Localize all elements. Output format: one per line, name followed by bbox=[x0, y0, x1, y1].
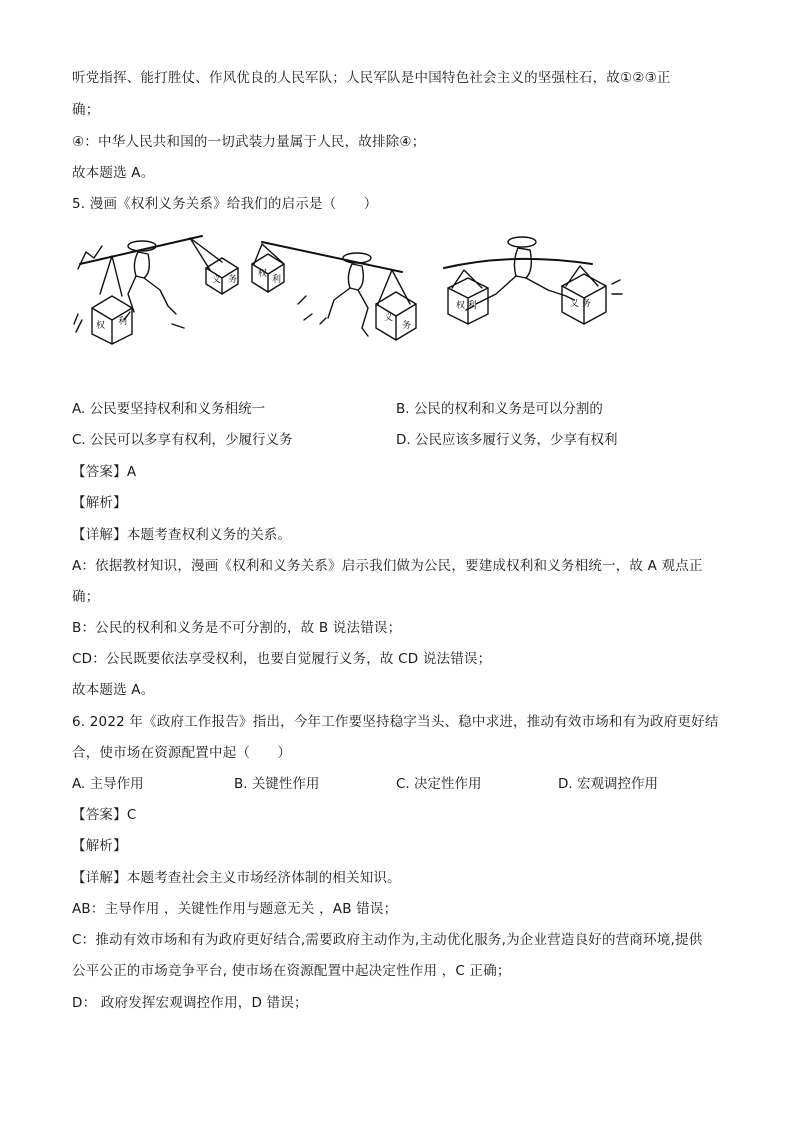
text-line: D： 政府发挥宏观调控作用，D 错误； bbox=[72, 995, 308, 1011]
q6-option-b: B. 关键性作用 bbox=[234, 776, 320, 792]
box-label-duty-3: 义 bbox=[384, 313, 394, 323]
text-line: 故本题选 A。 bbox=[72, 165, 155, 181]
q5-option-c: C. 公民可以多享有权利，少履行义务 bbox=[72, 432, 293, 448]
answer-value: A bbox=[126, 464, 137, 480]
box-label-duty-2: 务 bbox=[228, 275, 238, 285]
q6-answer bbox=[72, 805, 136, 825]
box-label-rights-2: 利 bbox=[118, 317, 128, 327]
q6-option-a: A. 主导作用 bbox=[72, 776, 144, 792]
text-line: ④：中华人民共和国的一切武装力量属于人民，故排除④； bbox=[72, 134, 426, 150]
detail-tag: 【详解】 bbox=[72, 527, 127, 543]
q5-option-b: B. 公民的权利和义务是可以分割的 bbox=[396, 401, 603, 417]
detail-text: 本题考查社会主义市场经济体制的相关知识。 bbox=[126, 870, 401, 886]
q6-option-c: C. 决定性作用 bbox=[396, 776, 482, 792]
q5-option-a: A. 公民要坚持权利和义务相统一 bbox=[72, 401, 266, 417]
box-label-rights-4: 利 bbox=[272, 275, 282, 285]
answer-tag: 【答案】 bbox=[72, 807, 127, 823]
question-6-stem: 6. 2022 年《政府工作报告》指出，今年工作要坚持稳字当头、稳中求进，推动有效市场和有为政府更好结 bbox=[72, 714, 719, 730]
box-label-rights-1: 权 bbox=[96, 321, 106, 331]
detail-text: 本题考查权利义务的关系。 bbox=[126, 527, 292, 543]
text-line: B：公民的权利和义务是不可分割的，故 B 说法错误； bbox=[72, 620, 402, 636]
question-5-stem: 5. 漫画《权利义务关系》给我们的启示是（ ） bbox=[72, 196, 378, 212]
detail-tag: 【详解】 bbox=[72, 870, 127, 886]
box-label-rights-3: 权 bbox=[258, 269, 268, 279]
answer-tag: 【答案】 bbox=[72, 464, 127, 480]
text-line: 确； bbox=[72, 589, 100, 605]
q5-option-d: D. 公民应该多履行义务，少享有权利 bbox=[396, 432, 618, 448]
text-line: C：推动有效市场和有为政府更好结合,需要政府主动作为,主动优化服务,为企业营造良好的营商环境,提供 bbox=[72, 932, 703, 948]
text-line: 听党指挥、能打胜仗、作风优良的人民军队；人民军队是中国特色社会主义的坚强柱石，故①②③正 bbox=[72, 70, 671, 86]
q5-detail bbox=[72, 525, 291, 545]
text-line: 公平公正的市场竞争平台, 使市场在资源配置中起决定性作用 ，C 正确； bbox=[72, 963, 511, 979]
text-line: AB：主导作用 ，关键性作用与题意无关 ，AB 错误； bbox=[72, 901, 398, 917]
q6-detail bbox=[72, 868, 401, 888]
answer-value: C bbox=[126, 807, 137, 823]
box-label-duty-4: 务 bbox=[402, 321, 412, 331]
q5-analysis-tag: 【解析】 bbox=[72, 495, 127, 511]
text-line: CD：公民既要依法享受权利，也要自觉履行义务，故 CD 说法错误； bbox=[72, 651, 492, 667]
rights-duties-cartoon bbox=[72, 224, 632, 354]
q6-analysis-tag: 【解析】 bbox=[72, 838, 127, 854]
box-label-duty-5: 义 务 bbox=[570, 299, 591, 309]
text-line: A：依据教材知识，漫画《权利和义务关系》启示我们做为公民，要建成权利和义务相统一，故 A 观点正 bbox=[72, 558, 703, 574]
cartoon-panel-2 bbox=[252, 242, 416, 340]
question-6-stem-cont: 合，使市场在资源配置中起（ ） bbox=[72, 745, 292, 761]
box-label-rights-5: 权 利 bbox=[456, 301, 477, 311]
q5-answer bbox=[72, 462, 136, 482]
text-line: 确； bbox=[72, 102, 100, 118]
box-label-duty-1: 义 bbox=[212, 275, 222, 285]
text-line: 故本题选 A。 bbox=[72, 682, 155, 698]
q6-option-d: D. 宏观调控作用 bbox=[558, 776, 658, 792]
